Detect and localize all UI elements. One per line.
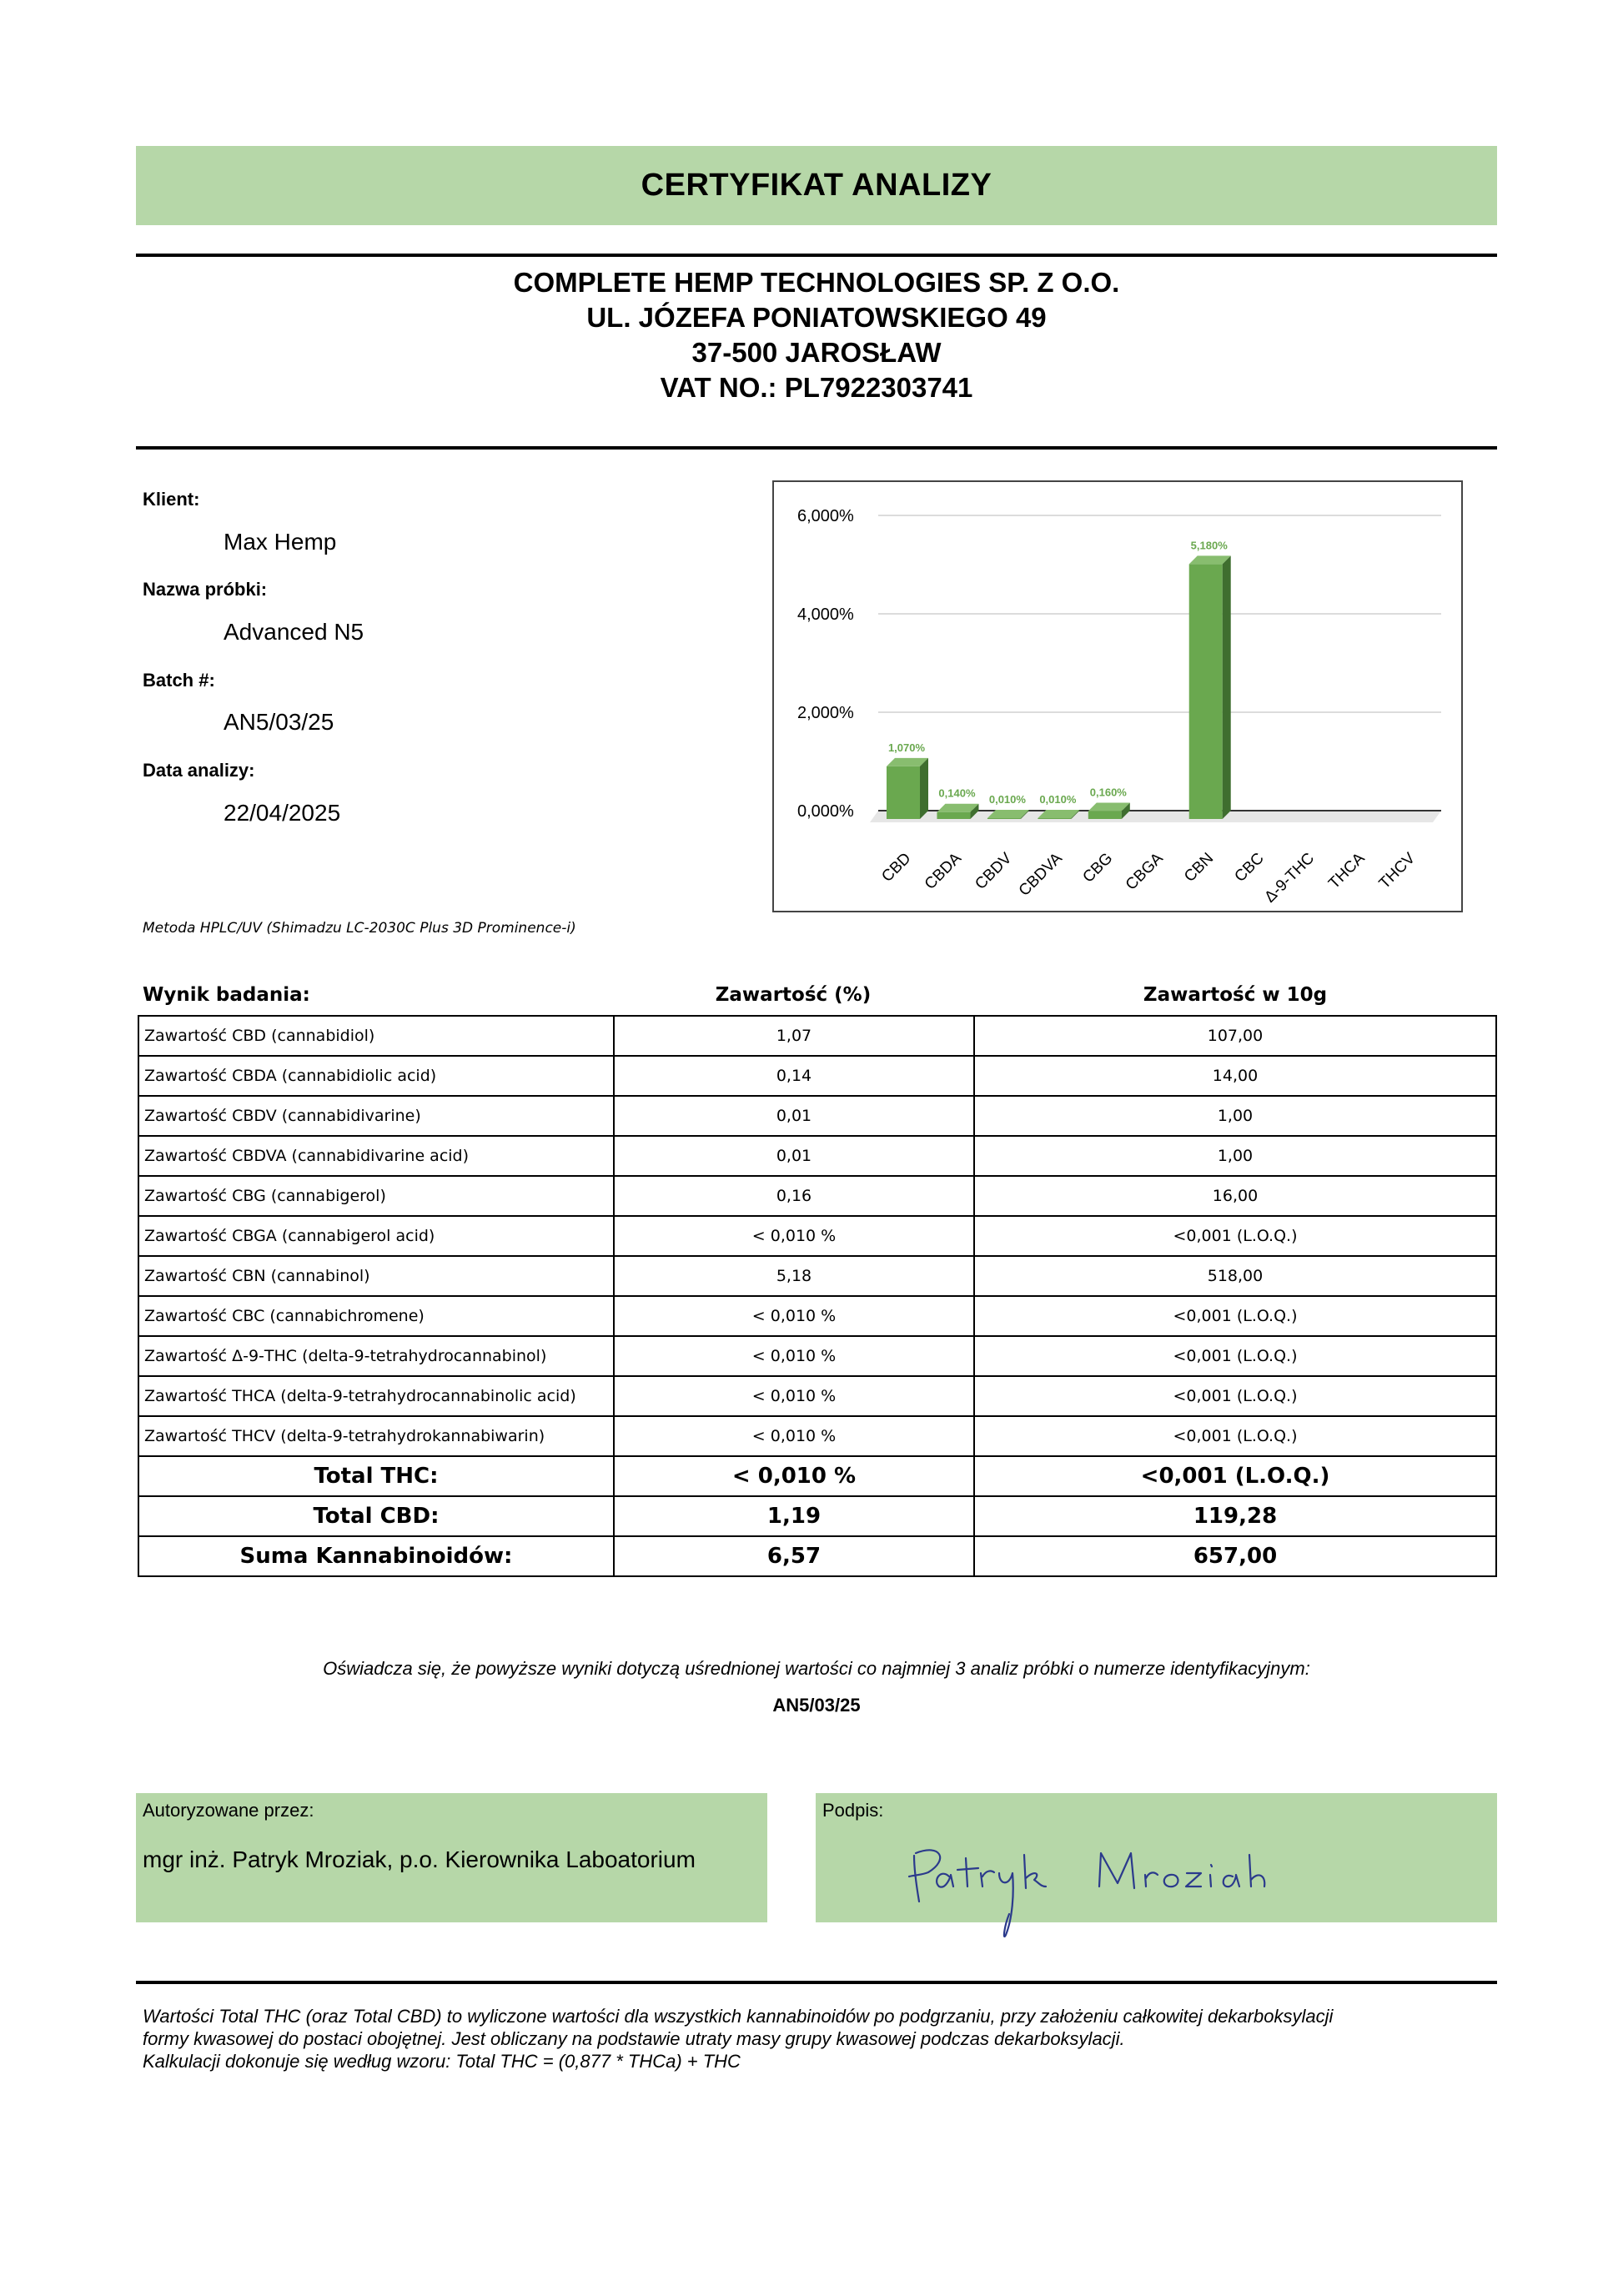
divider	[136, 446, 1497, 450]
table-row	[138, 1256, 1496, 1296]
cell-per-10g: 518,00	[974, 1256, 1496, 1296]
cell-percent: 0,16	[614, 1176, 974, 1216]
x-tick-label: CBN	[1181, 849, 1218, 886]
y-tick-label: 0,000%	[797, 802, 854, 821]
cell-percent: < 0,010 %	[614, 1416, 974, 1456]
data-label: 0,010%	[1039, 793, 1077, 806]
signature-box	[816, 1793, 1497, 1922]
data-label: 0,010%	[988, 793, 1026, 806]
cell-per-10g: 657,00	[974, 1536, 1496, 1576]
cannabinoid-bar-chart	[772, 480, 1463, 912]
company-city: 37-500 JAROSŁAW	[691, 337, 942, 368]
cell-percent: 1,07	[614, 1016, 974, 1056]
x-tick-label: THCV	[1375, 849, 1419, 893]
x-tick-label: THCA	[1325, 849, 1369, 893]
bar	[987, 818, 1021, 819]
y-tick-label: 4,000%	[797, 605, 854, 624]
x-tick-label: CBDVA	[1015, 849, 1066, 900]
x-tick-label: CBG	[1079, 849, 1117, 887]
sample-value: Advanced N5	[224, 619, 364, 645]
cell-name: Zawartość CBD (cannabidiol)	[138, 1016, 614, 1056]
batch-label: Batch #:	[143, 670, 215, 691]
client-value: Max Hemp	[224, 529, 337, 555]
cell-per-10g: 16,00	[974, 1176, 1496, 1216]
cell-name: Suma Kannabinoidów:	[138, 1536, 614, 1576]
authorized-by-box	[136, 1793, 767, 1922]
table-row	[138, 1096, 1496, 1136]
x-tick-label: Δ-9-THC	[1261, 849, 1319, 907]
client-label: Klient:	[143, 489, 200, 510]
cell-percent: 6,57	[614, 1536, 974, 1576]
cell-percent: 0,01	[614, 1096, 974, 1136]
x-tick-label: CBD	[878, 849, 915, 886]
cell-per-10g: <0,001 (L.O.Q.)	[974, 1376, 1496, 1416]
cell-percent: 1,19	[614, 1496, 974, 1536]
cell-per-10g: 14,00	[974, 1056, 1496, 1096]
batch-value: AN5/03/25	[224, 709, 334, 735]
cell-percent: < 0,010 %	[614, 1336, 974, 1376]
results-table	[138, 1015, 1497, 1577]
authorized-by-label: Autoryzowane przez:	[143, 1800, 314, 1821]
x-tick-label: CBGA	[1122, 849, 1167, 894]
title-band	[136, 146, 1497, 225]
cell-percent: 0,01	[614, 1136, 974, 1176]
method-note: Metoda HPLC/UV (Shimadzu LC-2030C Plus 3D Prominence-i)	[143, 920, 576, 937]
cell-name: Zawartość CBGA (cannabigerol acid)	[138, 1216, 614, 1256]
y-tick-label: 2,000%	[797, 704, 854, 722]
cell-percent: 5,18	[614, 1256, 974, 1296]
cell-per-10g: <0,001 (L.O.Q.)	[974, 1296, 1496, 1336]
cell-percent: < 0,010 %	[614, 1376, 974, 1416]
company-vat: VAT NO.: PL7922303741	[660, 372, 973, 403]
footnote	[143, 2005, 1477, 2072]
footnote-line-2: formy kwasowej do postaci obojętnej. Jest obliczany na podstawie utraty masy grupy kwasowej podczas dekarboksylacji.	[143, 2028, 1125, 2049]
cell-percent: < 0,010 %	[614, 1216, 974, 1256]
x-tick-label: CBDV	[972, 849, 1016, 893]
data-label: 5,180%	[1190, 539, 1228, 552]
table-row	[138, 1336, 1496, 1376]
cell-name: Zawartość Δ-9-THC (delta-9-tetrahydrocannabinol)	[138, 1336, 614, 1376]
cell-percent: < 0,010 %	[614, 1456, 974, 1496]
data-label: 1,070%	[887, 741, 926, 754]
table-row	[138, 1416, 1496, 1456]
date-label: Data analizy:	[143, 760, 255, 781]
divider	[136, 254, 1497, 257]
table-row	[138, 1216, 1496, 1256]
cell-per-10g: <0,001 (L.O.Q.)	[974, 1416, 1496, 1456]
results-heading: Wynik badania:	[143, 984, 310, 1006]
data-label: 0,160%	[1089, 786, 1127, 799]
company-name: COMPLETE HEMP TECHNOLOGIES SP. Z O.O.	[513, 267, 1120, 298]
y-tick-label: 6,000%	[797, 507, 854, 525]
authorized-by-value: mgr inż. Patryk Mroziak, p.o. Kierownika Laboatorium	[143, 1846, 696, 1872]
x-tick-label: CBDA	[921, 849, 965, 893]
data-label: 0,140%	[938, 786, 976, 800]
column-header-percent: Zawartość (%)	[715, 984, 872, 1006]
bar	[1038, 818, 1071, 819]
company-info	[136, 265, 1497, 405]
table-row	[138, 1376, 1496, 1416]
cell-per-10g: <0,001 (L.O.Q.)	[974, 1456, 1496, 1496]
statement-sample-id: AN5/03/25	[772, 1695, 861, 1716]
total-row	[138, 1536, 1496, 1576]
cell-name: Zawartość CBN (cannabinol)	[138, 1256, 614, 1296]
bar	[887, 766, 920, 819]
table-row	[138, 1056, 1496, 1096]
date-value: 22/04/2025	[224, 800, 341, 826]
cell-per-10g: <0,001 (L.O.Q.)	[974, 1336, 1496, 1376]
bar	[937, 812, 970, 819]
document-title: CERTYFIKAT ANALIZY	[641, 168, 992, 203]
bar-side	[920, 758, 928, 819]
column-header-10g: Zawartość w 10g	[1143, 984, 1328, 1006]
total-row	[138, 1456, 1496, 1496]
cell-name: Zawartość THCV (delta-9-tetrahydrokannabiwarin)	[138, 1416, 614, 1456]
table-row	[138, 1016, 1496, 1056]
cell-name: Zawartość THCA (delta-9-tetrahydrocannabinolic acid)	[138, 1376, 614, 1416]
bar	[1189, 564, 1223, 819]
cell-per-10g: <0,001 (L.O.Q.)	[974, 1216, 1496, 1256]
signature-label: Podpis:	[822, 1800, 884, 1821]
cell-name: Zawartość CBDVA (cannabidivarine acid)	[138, 1136, 614, 1176]
cell-name: Total CBD:	[138, 1496, 614, 1536]
cell-percent: < 0,010 %	[614, 1296, 974, 1336]
bar	[1088, 811, 1122, 819]
total-row	[138, 1496, 1496, 1536]
table-row	[138, 1136, 1496, 1176]
statement-text: Oświadcza się, że powyższe wyniki dotyczą uśrednionej wartości co najmniej 3 analiz próbki o numerze identyfikacyjnym:	[323, 1658, 1310, 1679]
cell-per-10g: 1,00	[974, 1136, 1496, 1176]
cell-name: Zawartość CBDV (cannabidivarine)	[138, 1096, 614, 1136]
bar-side	[1223, 555, 1231, 819]
cell-per-10g: 1,00	[974, 1096, 1496, 1136]
company-street: UL. JÓZEFA PONIATOWSKIEGO 49	[586, 302, 1047, 333]
cell-name: Zawartość CBG (cannabigerol)	[138, 1176, 614, 1216]
x-tick-label: CBC	[1231, 849, 1268, 886]
table-row	[138, 1296, 1496, 1336]
cell-per-10g: 119,28	[974, 1496, 1496, 1536]
cell-name: Zawartość CBDA (cannabidiolic acid)	[138, 1056, 614, 1096]
footnote-line-3: Kalkulacji dokonuje się według wzoru: Total THC = (0,877 * THCa) + THC	[143, 2051, 741, 2072]
cell-percent: 0,14	[614, 1056, 974, 1096]
cell-name: Total THC:	[138, 1456, 614, 1496]
footnote-line-1: Wartości Total THC (oraz Total CBD) to wyliczone wartości dla wszystkich kannabinoidów po podgrzaniu, przy założeniu całkowitej dekarboksylacji	[143, 2006, 1334, 2027]
signature-icon	[816, 1793, 1497, 1960]
divider	[136, 1981, 1497, 1984]
cell-name: Zawartość CBC (cannabichromene)	[138, 1296, 614, 1336]
sample-label: Nazwa próbki:	[143, 579, 268, 600]
cell-per-10g: 107,00	[974, 1016, 1496, 1056]
table-row	[138, 1176, 1496, 1216]
chart-canvas	[774, 482, 1461, 911]
